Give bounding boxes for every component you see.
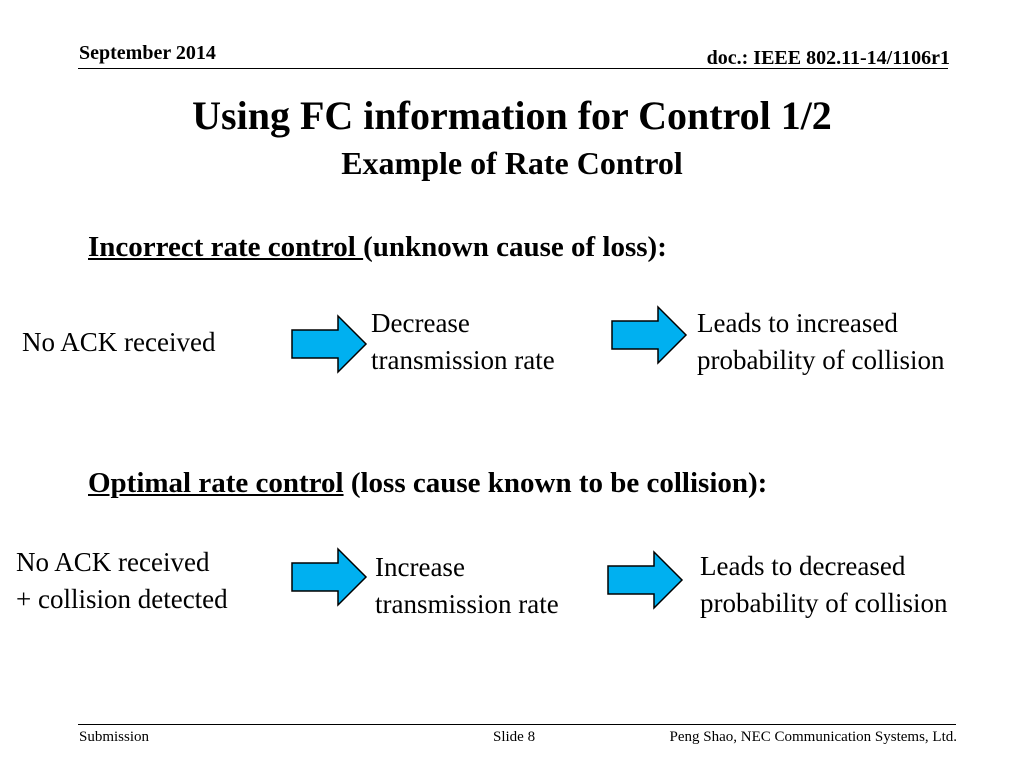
right-arrow-icon <box>610 305 688 365</box>
step-line: No ACK received <box>16 547 210 577</box>
footer-rule <box>78 724 956 725</box>
section-heading-rest: (unknown cause of loss): <box>363 231 667 263</box>
step-line: probability of collision <box>697 345 945 375</box>
header-doc-id: doc.: IEEE 802.11-14/1106r1 <box>706 47 950 69</box>
step-no-ack-collision <box>16 544 228 618</box>
section-heading-underlined: Incorrect rate control <box>88 231 364 263</box>
header-date: September 2014 <box>79 42 216 64</box>
step-line: Increase <box>375 552 465 582</box>
step-increased-collision <box>697 305 944 379</box>
right-arrow-icon <box>290 547 368 607</box>
step-decrease-rate <box>371 305 555 379</box>
right-arrow-icon <box>606 550 684 610</box>
footer-slide-number: Slide 8 <box>493 729 536 745</box>
footer-author: Peng Shao, NEC Communication Systems, Ltd. <box>669 729 957 745</box>
section-heading-underlined: Optimal rate control <box>88 467 344 499</box>
step-increase-rate <box>375 549 559 623</box>
step-line: probability of collision <box>700 588 948 618</box>
slide-subtitle: Example of Rate Control <box>341 145 683 181</box>
header-rule <box>78 68 948 69</box>
step-no-ack <box>22 324 215 361</box>
step-decreased-collision <box>700 548 947 622</box>
step-line: No ACK received <box>22 327 216 357</box>
section-heading-rest: (loss cause known to be collision): <box>343 467 768 499</box>
right-arrow-icon <box>290 314 368 374</box>
step-line: + collision detected <box>16 584 228 614</box>
step-line: Leads to increased <box>697 308 898 338</box>
section-heading-incorrect <box>88 231 667 264</box>
step-line: Leads to decreased <box>700 551 906 581</box>
section-heading-optimal <box>88 467 767 500</box>
step-line: transmission rate <box>375 589 559 619</box>
slide-title: Using FC information for Control 1/2 <box>192 93 832 138</box>
footer-submission: Submission <box>79 729 150 745</box>
step-line: Decrease <box>371 308 470 338</box>
step-line: transmission rate <box>371 345 555 375</box>
